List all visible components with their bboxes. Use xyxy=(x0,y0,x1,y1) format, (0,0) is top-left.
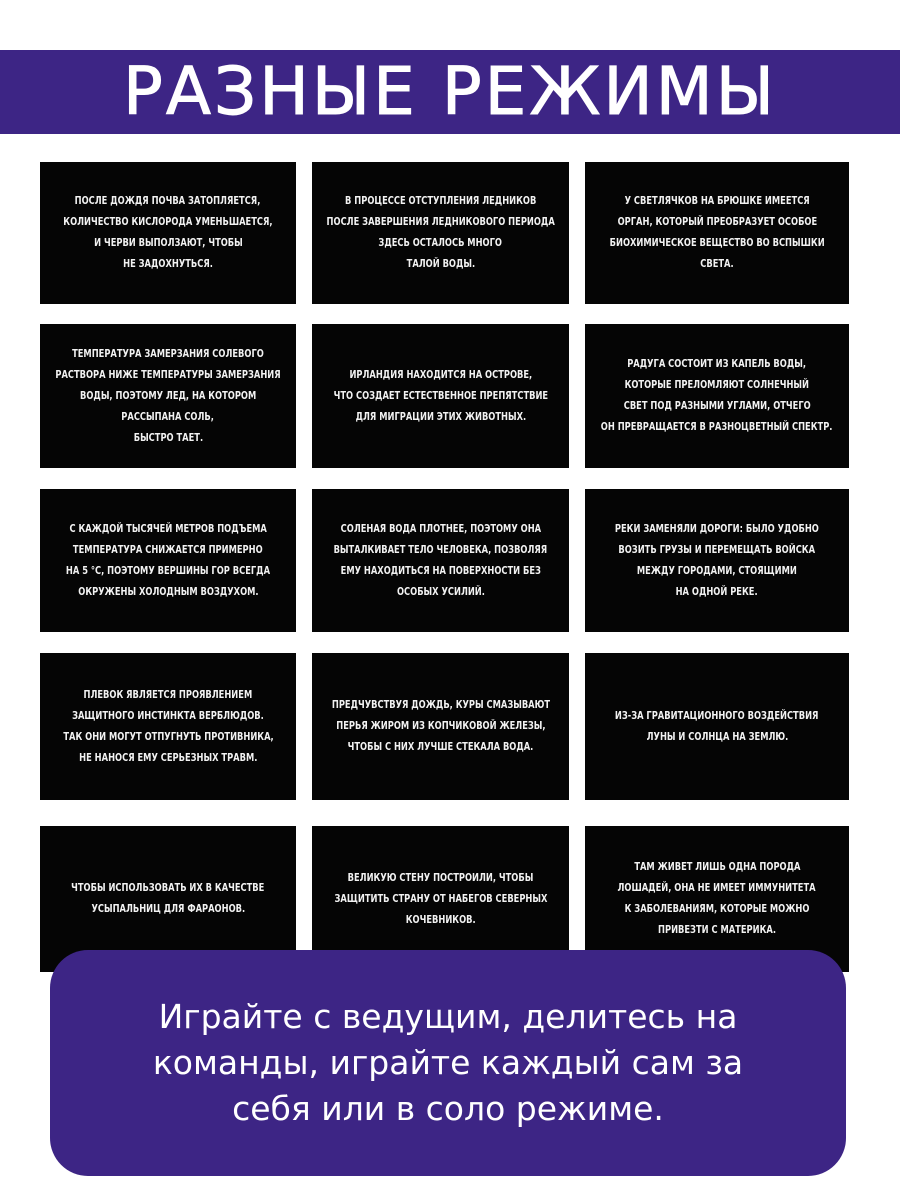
fact-card-line: ЧТОБЫ ИСПОЛЬЗОВАТЬ ИХ В КАЧЕСТВЕ xyxy=(71,882,265,894)
fact-card xyxy=(40,162,296,304)
fact-card-line: ОСОБЫХ УСИЛИЙ. xyxy=(396,585,485,598)
fact-card-line: ТАК ОНИ МОГУТ ОТПУГНУТЬ ПРОТИВНИКА, xyxy=(62,730,274,743)
page-title: РАЗНЫЕ РЕЖИМЫ xyxy=(123,53,777,130)
fact-card-line: ОРГАН, КОТОРЫЙ ПРЕОБРАЗУЕТ ОСОБОЕ xyxy=(617,216,817,228)
fact-card-line: ЗАЩИТНОГО ИНСТИНКТА ВЕРБЛЮДОВ. xyxy=(72,709,264,722)
caption-line: себя или в соло режиме. xyxy=(232,1089,664,1128)
fact-card-line: ВЫТАЛКИВАЕТ ТЕЛО ЧЕЛОВЕКА, ПОЗВОЛЯЯ xyxy=(333,543,548,556)
fact-card-line: ПОСЛЕ ЗАВЕРШЕНИЯ ЛЕДНИКОВОГО ПЕРИОДА xyxy=(326,216,555,228)
fact-card-line: ДЛЯ МИГРАЦИИ ЭТИХ ЖИВОТНЫХ. xyxy=(355,410,526,423)
fact-card-line: РЕКИ ЗАМЕНЯЛИ ДОРОГИ: БЫЛО УДОБНО xyxy=(615,522,819,535)
fact-card-line: ПЕРЬЯ ЖИРОМ ИЗ КОПЧИКОВОЙ ЖЕЛЕЗЫ, xyxy=(335,720,546,732)
caption-line: Играйте с ведущим, делитесь на xyxy=(158,997,738,1036)
fact-card-line: ЛОШАДЕЙ, ОНА НЕ ИМЕЕТ ИММУНИТЕТА xyxy=(617,882,817,894)
fact-card-line: ОКРУЖЕНЫ ХОЛОДНЫМ ВОЗДУХОМ. xyxy=(77,585,259,598)
fact-card-line: ТЕМПЕРАТУРА ЗАМЕРЗАНИЯ СОЛЕВОГО xyxy=(72,347,264,360)
fact-card-line: БЫСТРО ТАЕТ. xyxy=(133,431,203,444)
fact-card-line: ПРИВЕЗТИ С МАТЕРИКА. xyxy=(658,924,776,936)
fact-card-line: КОТОРЫЕ ПРЕЛОМЛЯЮТ СОЛНЕЧНЫЙ xyxy=(624,379,810,391)
fact-card-line: СВЕТА. xyxy=(700,258,734,270)
fact-card-line: ПРЕДЧУВСТВУЯ ДОЖДЬ, КУРЫ СМАЗЫВАЮТ xyxy=(331,699,550,711)
fact-card-line: ВОДЫ, ПОЭТОМУ ЛЕД, НА КОТОРОМ xyxy=(79,389,257,402)
fact-card-line: ЛУНЫ И СОЛНЦА НА ЗЕМЛЮ. xyxy=(646,730,788,743)
fact-card-line: УСЫПАЛЬНИЦ ДЛЯ ФАРАОНОВ. xyxy=(91,903,245,915)
fact-card xyxy=(40,653,296,800)
fact-card-line: ТЕМПЕРАТУРА СНИЖАЕТСЯ ПРИМЕРНО xyxy=(73,543,263,556)
fact-card-line: ПОСЛЕ ДОЖДЯ ПОЧВА ЗАТОПЛЯЕТСЯ, xyxy=(75,195,261,207)
fact-card-line: ЧТО СОЗДАЕТ ЕСТЕСТВЕННОЕ ПРЕПЯТСТВИЕ xyxy=(333,389,548,402)
fact-card-line: ЧТОБЫ С НИХ ЛУЧШЕ СТЕКАЛА ВОДА. xyxy=(347,741,534,753)
fact-card-line: ВОЗИТЬ ГРУЗЫ И ПЕРЕМЕЩАТЬ ВОЙСКА xyxy=(618,543,816,556)
fact-card-line: НА 5 °С, ПОЭТОМУ ВЕРШИНЫ ГОР ВСЕГДА xyxy=(65,564,271,577)
fact-card-line: БИОХИМИЧЕСКОЕ ВЕЩЕСТВО ВО ВСПЫШКИ xyxy=(609,237,825,249)
fact-card-line: РАСТВОРА НИЖЕ ТЕМПЕРАТУРЫ ЗАМЕРЗАНИЯ xyxy=(55,368,281,381)
caption-line: команды, играйте каждый сам за xyxy=(152,1043,744,1082)
fact-card-line: И ЧЕРВИ ВЫПОЛЗАЮТ, ЧТОБЫ xyxy=(93,237,243,249)
fact-card-line: МЕЖДУ ГОРОДАМИ, СТОЯЩИМИ xyxy=(637,564,797,577)
fact-card xyxy=(585,162,849,304)
fact-card-line: С КАЖДОЙ ТЫСЯЧЕЙ МЕТРОВ ПОДЪЕМА xyxy=(69,522,267,535)
fact-card-line: НЕ НАНОСЯ ЕМУ СЕРЬЕЗНЫХ ТРАВМ. xyxy=(78,751,258,764)
fact-card-line: В ПРОЦЕССЕ ОТСТУПЛЕНИЯ ЛЕДНИКОВ xyxy=(344,195,537,207)
fact-card-line: РАДУГА СОСТОИТ ИЗ КАПЕЛЬ ВОДЫ, xyxy=(627,358,807,370)
title-banner xyxy=(0,50,900,134)
fact-card-line: К ЗАБОЛЕВАНИЯМ, КОТОРЫЕ МОЖНО xyxy=(624,903,810,915)
fact-card-line: РАССЫПАНА СОЛЬ, xyxy=(121,410,215,423)
fact-card-line: ЕМУ НАХОДИТЬСЯ НА ПОВЕРХНОСТИ БЕЗ xyxy=(340,564,541,577)
caption-box xyxy=(50,950,846,1176)
fact-card-line: ИЗ-ЗА ГРАВИТАЦИОННОГО ВОЗДЕЙСТВИЯ xyxy=(615,709,819,722)
fact-card-line: ВЕЛИКУЮ СТЕНУ ПОСТРОИЛИ, ЧТОБЫ xyxy=(347,871,534,884)
fact-card-line: НА ОДНОЙ РЕКЕ. xyxy=(675,585,759,598)
fact-card-line: ПЛЕВОК ЯВЛЯЕТСЯ ПРОЯВЛЕНИЕМ xyxy=(83,688,253,701)
fact-card xyxy=(312,324,569,468)
fact-card xyxy=(585,653,849,800)
fact-card-line: СВЕТ ПОД РАЗНЫМИ УГЛАМИ, ОТЧЕГО xyxy=(623,400,811,412)
fact-card-line: ИРЛАНДИЯ НАХОДИТСЯ НА ОСТРОВЕ, xyxy=(349,368,532,381)
fact-card-line: ТАМ ЖИВЕТ ЛИШЬ ОДНА ПОРОДА xyxy=(633,861,801,873)
fact-card xyxy=(585,489,849,632)
fact-card xyxy=(585,324,849,468)
fact-card-line: СОЛЕНАЯ ВОДА ПЛОТНЕЕ, ПОЭТОМУ ОНА xyxy=(340,522,541,535)
fact-card-line: ОН ПРЕВРАЩАЕТСЯ В РАЗНОЦВЕТНЫЙ СПЕКТР. xyxy=(601,421,833,433)
fact-card xyxy=(40,324,296,468)
fact-card-line: КОЛИЧЕСТВО КИСЛОРОДА УМЕНЬШАЕТСЯ, xyxy=(63,216,273,228)
fact-card-line: ЗДЕСЬ ОСТАЛОСЬ МНОГО xyxy=(378,237,503,249)
fact-card xyxy=(312,653,569,800)
fact-card-line: КОЧЕВНИКОВ. xyxy=(405,913,476,926)
fact-card-line: ТАЛОЙ ВОДЫ. xyxy=(406,258,475,270)
fact-card-line: НЕ ЗАДОХНУТЬСЯ. xyxy=(123,258,213,270)
fact-card-line: У СВЕТЛЯЧКОВ НА БРЮШКЕ ИМЕЕТСЯ xyxy=(624,195,810,207)
fact-card xyxy=(312,162,569,304)
fact-card-line: ЗАЩИТИТЬ СТРАНУ ОТ НАБЕГОВ СЕВЕРНЫХ xyxy=(334,892,547,905)
fact-card xyxy=(312,489,569,632)
fact-card xyxy=(40,489,296,632)
